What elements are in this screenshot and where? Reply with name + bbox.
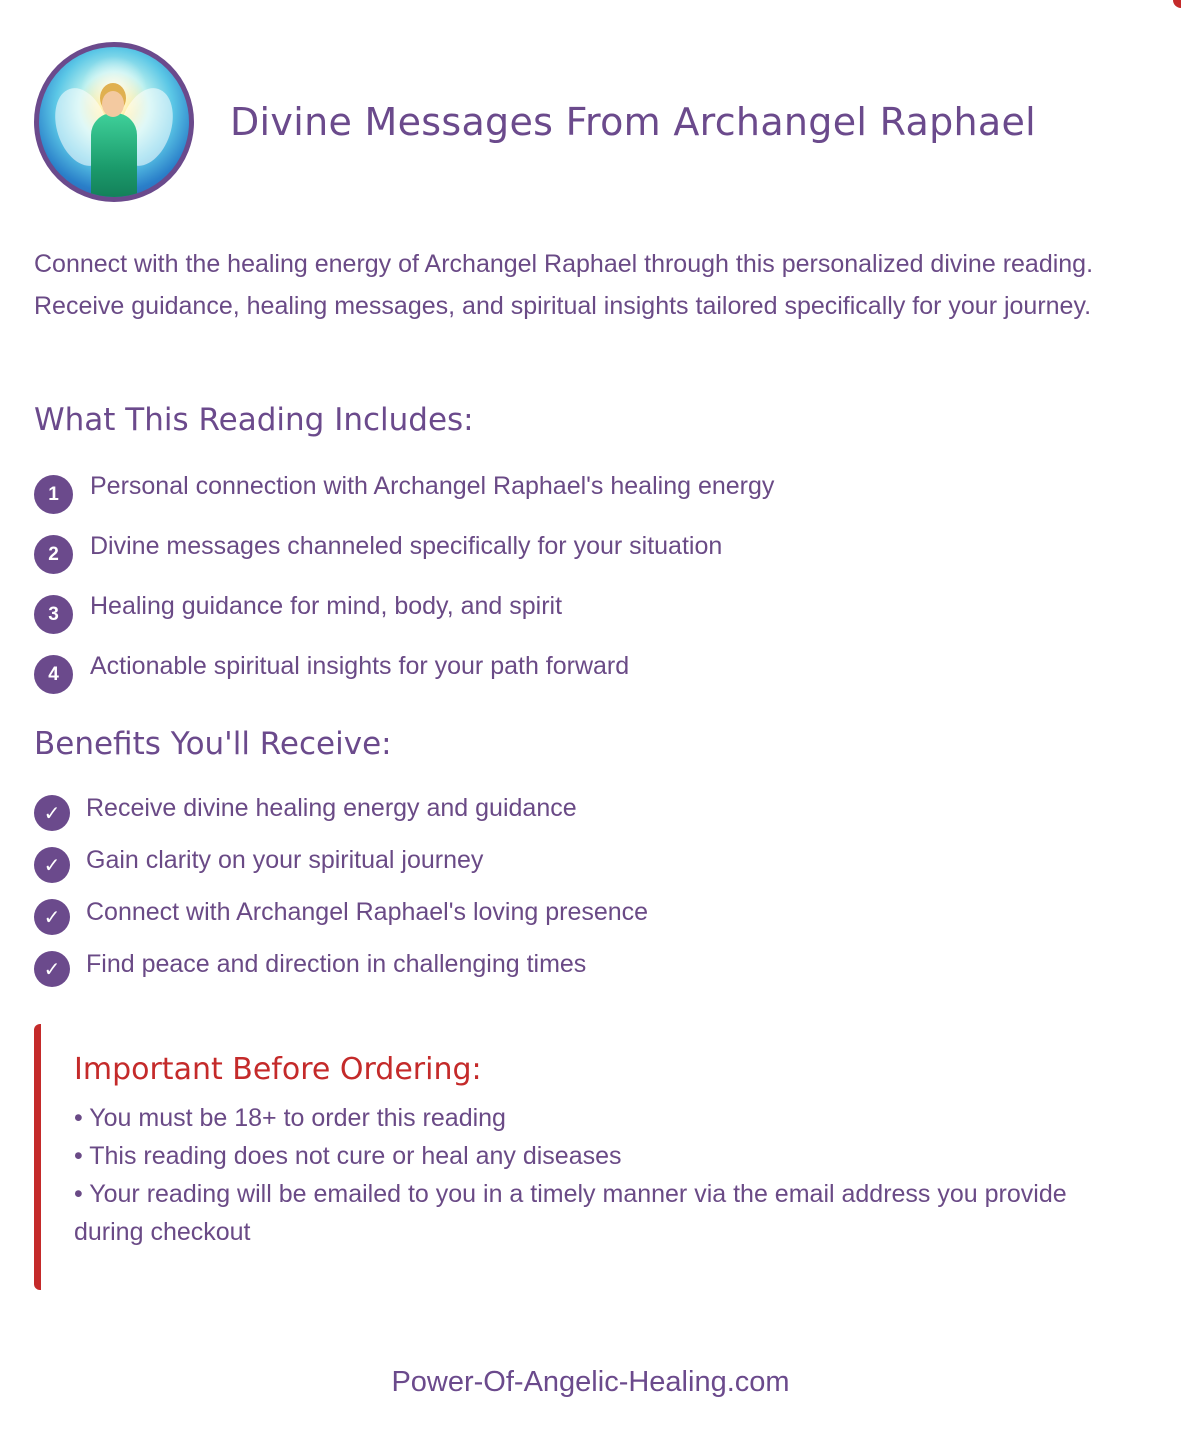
- notice-title: Important Before Ordering:: [74, 1052, 482, 1087]
- list-item: [34, 948, 648, 1000]
- number-badge: 3: [34, 595, 73, 634]
- checkmark-icon: ✓: [34, 795, 70, 831]
- includes-heading: What This Reading Includes:: [34, 402, 474, 438]
- list-item: [34, 590, 774, 650]
- list-item: [34, 650, 774, 710]
- intro-paragraph: Connect with the healing energy of Archangel Raphael through this personalized divine reading. Receive guidance, healing messages, and spiritual insights tailored specifically for your journey.: [34, 250, 1094, 320]
- list-item: [34, 470, 774, 530]
- list-item-text: Connect with Archangel Raphael's loving presence: [86, 898, 649, 926]
- list-item-text: Divine messages channeled specifically for your situation: [90, 532, 723, 560]
- checkmark-icon: ✓: [34, 899, 70, 935]
- notice-line: • You must be 18+ to order this reading: [74, 1104, 506, 1132]
- corner-accent: [1173, 0, 1181, 8]
- figure-head-shape: [102, 91, 124, 117]
- number-badge: 2: [34, 535, 73, 574]
- list-item: [34, 896, 648, 948]
- archangel-avatar: [34, 42, 194, 202]
- notice-line: • This reading does not cure or heal any diseases: [74, 1142, 622, 1170]
- benefits-list: [34, 792, 648, 1000]
- page-header: [34, 42, 1036, 202]
- notice-line: • Your reading will be emailed to you in a timely manner via the email address you provide during checkout: [74, 1180, 1067, 1246]
- list-item-text: Receive divine healing energy and guidance: [86, 794, 577, 822]
- page-title: Divine Messages From Archangel Raphael: [230, 100, 1037, 144]
- list-item: [34, 792, 648, 844]
- list-item-text: Find peace and direction in challenging times: [86, 950, 587, 978]
- list-item-text: Gain clarity on your spiritual journey: [86, 846, 484, 874]
- includes-list: [34, 470, 774, 710]
- figure-robe-shape: [91, 113, 137, 202]
- benefits-heading: Benefits You'll Receive:: [34, 726, 392, 762]
- site-footer-link[interactable]: Power-Of-Angelic-Healing.com: [391, 1366, 790, 1398]
- important-notice: [34, 1024, 1134, 1290]
- checkmark-icon: ✓: [34, 847, 70, 883]
- number-badge: 4: [34, 655, 73, 694]
- checkmark-icon: ✓: [34, 951, 70, 987]
- list-item: [34, 844, 648, 896]
- list-item-text: Personal connection with Archangel Raphael's healing energy: [90, 472, 775, 500]
- list-item: [34, 530, 774, 590]
- list-item-text: Actionable spiritual insights for your path forward: [90, 652, 630, 680]
- list-item-text: Healing guidance for mind, body, and spirit: [90, 592, 563, 620]
- number-badge: 1: [34, 475, 73, 514]
